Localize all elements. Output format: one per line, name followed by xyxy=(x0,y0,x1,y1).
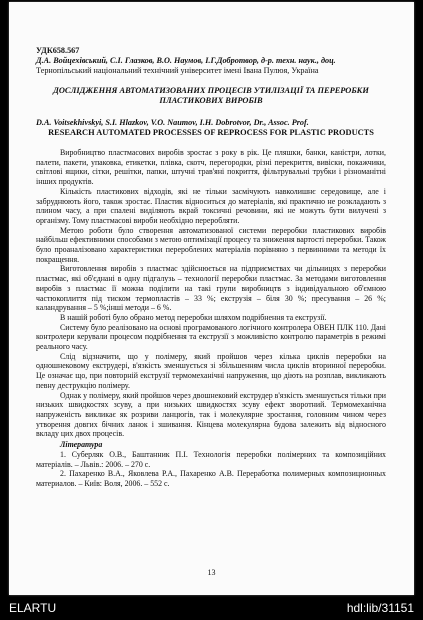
page-number: 13 xyxy=(207,568,216,577)
page-content xyxy=(36,46,386,489)
title-ukrainian: ДОСЛІДЖЕННЯ АВТОМАТИЗОВАНИХ ПРОЦЕСІВ УТИЛІЗАЦІЇ ТА ПЕРЕРОБКИ ПЛАСТИКОВИХ ВИРОБІВ xyxy=(53,86,369,105)
authors-english: D.A. Voitsekhivskyi, S.I. Hlazkov, V.O. Naumov, I.H. Dobrotvor, Dr., Assoc. Prof. xyxy=(36,118,309,127)
body-text xyxy=(36,148,386,439)
references-heading: Література xyxy=(60,440,103,450)
reference-item: 1. Суберляк О.В., Баштанник П.І. Технологія переробки полімерних та композиційних матеріалів. – Львів.: 2006. – 270 с. xyxy=(36,449,386,469)
paragraph: Метою роботи було створення автоматизованої системи переробки пластикових виробів найбільш ефективними способами з метою оптимізації процесу та зниження вартості переробки. Також було проаналізовано характеристики перероблених матеріалів порівняно з первинними та методи їх покращення. xyxy=(36,225,386,264)
paragraph: Виробництво пластмасових виробів зростає з року в рік. Це пляшки, банки, каністри, лотки, палети, пакети, упаковка, етикетки, плівка, скотч, перегородки, різні перекриття, вивіски, покажчики, світлові ящики, сітки, решітки, папки, штучні трав'яні покриття, фільтрувальні трубки і різноманітні інших продуктів. xyxy=(36,148,386,187)
affiliation: Тернопільський національний технічний університет імені Івана Пулюя, Україна xyxy=(36,66,319,75)
paragraph: Систему було реалізовано на основі програмованого логічного контролера ОВЕН ПЛК 110. Дані контролери керували процесом подрібнення та екструзії з можливістю контролю параметрів в режимі реального часу. xyxy=(36,322,386,352)
viewer-footer xyxy=(0,596,423,620)
reference-item: 2. Пахаренко В.А., Яковлева Р.А., Пахаренко А.В. Переработка полимерных композиционных материалов. – Київ: Воля, 2006. – 552 с. xyxy=(36,469,386,488)
handle-identifier: hdl:lib/31151 xyxy=(346,601,414,615)
title-english: RESEARCH AUTOMATED PROCESSES OF REPROCESS FOR PLASTIC PRODUCTS xyxy=(48,128,374,137)
paragraph: Однак у полімеру, який пройшов через двошнековий екструдер в'язкість зменшується тільки при низьких швидкостях зсуву, а при низьких швидкостях зсуву ефект зворотний. Термомеханічна напруженість викликає як розриви ланцюгів, так і молекулярне зростання, головним чином через утворення довгих бічних ланок і зшивання. Кінцева молекулярна будова залежить від відносного вкладу цих двох процесів. xyxy=(36,390,386,439)
paragraph: Кількість пластикових відходів, які не тільки засмічують навколишнє середовище, але і забруднюють його, також зростає. Пластик відноситься до матеріалів, які практично не розкладають з плином часу, а при спалені виділяють вкрай токсичні речовини, які не можуть бути вилучені з організму. Тому пластмасові вироби необхідно переробляти. xyxy=(36,186,386,225)
paragraph: Слід відзначити, що у полімеру, який пройшов через кілька циклів переробки на одношнековому екструдері, в'язкість зменшується зі збільшенням числа циклів вторинної переробки. Це означає що, при повторній екструзії термомеханічні напруження, що діють на розплав, викликають певну деструкцію полімеру. xyxy=(36,351,386,390)
udk-code: УДК658.567 xyxy=(36,46,80,55)
repository-label: ELARTU xyxy=(9,601,57,615)
authors-ukrainian: Д.А. Войцехівський, С.І. Глазков, В.О. Наумов, І.Г.Добротвор, д-р. техн. наук., доц. xyxy=(36,56,336,65)
paragraph: Виготовлення виробів з пластмас здійснюється на підприємствах чи дільницях з переробки пластмас, які об'єднані в одну підгалузь – технології переробки пластмас. За методами виготовлення виробів з пластмас її можна поділити на такі групи виробництв з індивідуальною об'ємною частюкоплиття під тиском термопластів – 33 %; екструзія – біля 30 %; пресування – 26 %; каландрування – 5 %;інші методи – 6 %. xyxy=(36,264,386,313)
document-page xyxy=(9,2,414,595)
paragraph: В нашій роботі було обрано метод переробки шляхом подрібнення та екструзії. xyxy=(60,312,327,322)
